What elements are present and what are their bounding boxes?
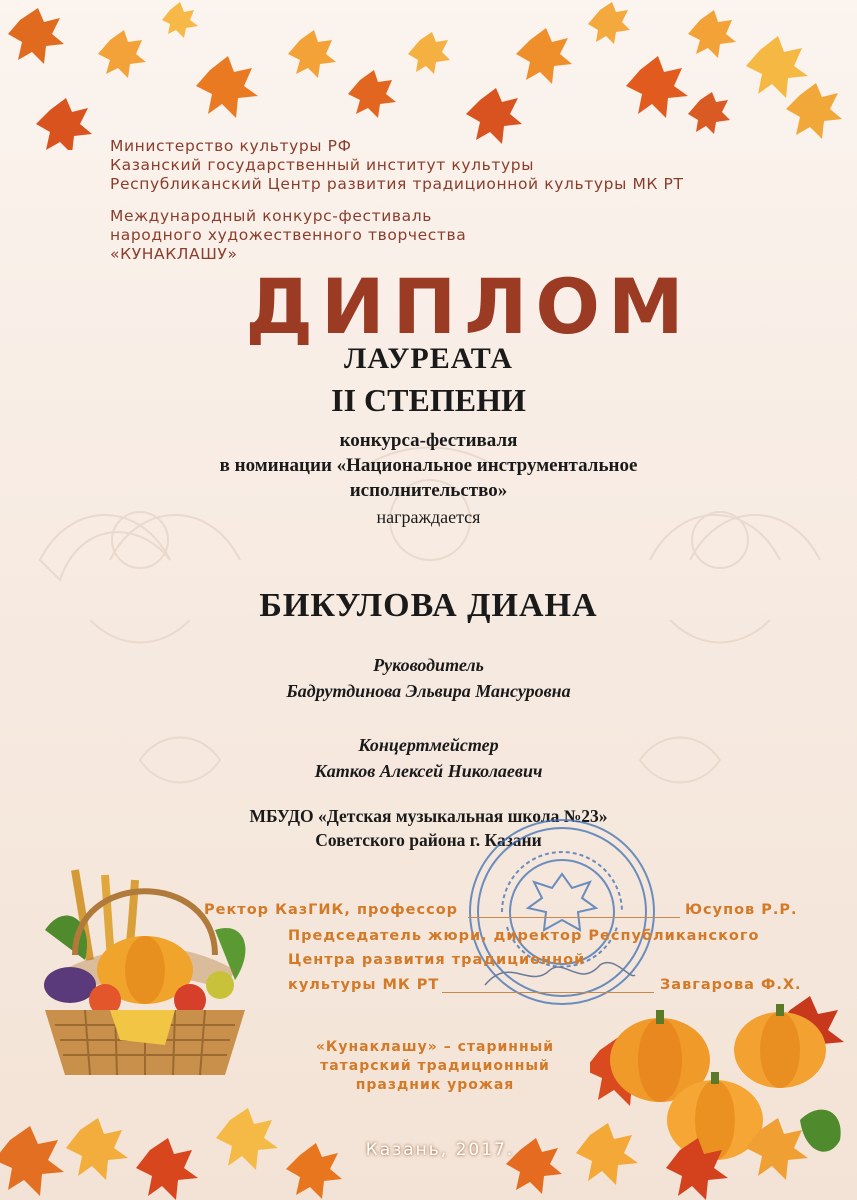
organizations-block (110, 137, 684, 194)
laureate-label: ЛАУРЕАТА (344, 342, 513, 375)
jury-title-line-1: Председатель жюри, директор Республиканского (288, 928, 760, 944)
jury-title-line-2: Центра развития традиционной (288, 952, 586, 968)
org-center: Республиканский Центр развития традиционной культуры МК РТ (110, 175, 684, 193)
motto-line-1: «Кунаклашу» – старинный (315, 1039, 555, 1055)
harvest-basket-illustration (15, 860, 275, 1090)
nomination-line: в номинации «Национальное инструментальное (219, 455, 638, 476)
degree-label: II СТЕПЕНИ (331, 382, 526, 418)
motto-line-2: татарский традиционный (320, 1058, 550, 1074)
contest-line: конкурса-фестиваля (339, 430, 518, 451)
recipient-name: БИКУЛОВА ДИАНА (259, 587, 598, 624)
festival-line-2: народного художественного творчества (110, 226, 467, 244)
awarded-label: награждается (376, 507, 481, 527)
school-line-2: Советского района г. Казани (315, 830, 542, 850)
nomination-line-2: исполнительство» (349, 480, 508, 501)
motto-line-3: праздник урожая (355, 1077, 515, 1093)
jury-title-line-3: культуры МК РТ (288, 977, 440, 993)
diploma-title: ДИПЛОМ (245, 262, 692, 351)
accompanist-name: Катков Алексей Николаевич (314, 761, 543, 781)
festival-line-1: Международный конкурс-фестиваль (110, 207, 432, 225)
rector-name: Юсупов Р.Р. (685, 902, 798, 918)
festival-motto (290, 1038, 580, 1095)
leader-role: Руководитель (373, 655, 484, 675)
festival-block (110, 207, 466, 264)
festival-name: «КУНАКЛАШУ» (110, 245, 238, 263)
leader-name: Бадрутдинова Эльвира Мансуровна (286, 681, 571, 701)
place-year: Казань, 2017. (365, 1140, 515, 1160)
rector-title: Ректор КазГИК, профессор (204, 902, 459, 918)
accompanist-role: Концертмейстер (358, 735, 499, 755)
school-line-1: МБУДО «Детская музыкальная школа №23» (249, 806, 608, 826)
autumn-leaves-top (0, 0, 857, 150)
jury-name: Завгарова Ф.Х. (660, 977, 802, 993)
rector-signature-line (468, 917, 680, 918)
org-ministry: Министерство культуры РФ (110, 137, 352, 155)
org-institute: Казанский государственный институт культуры (110, 156, 535, 174)
